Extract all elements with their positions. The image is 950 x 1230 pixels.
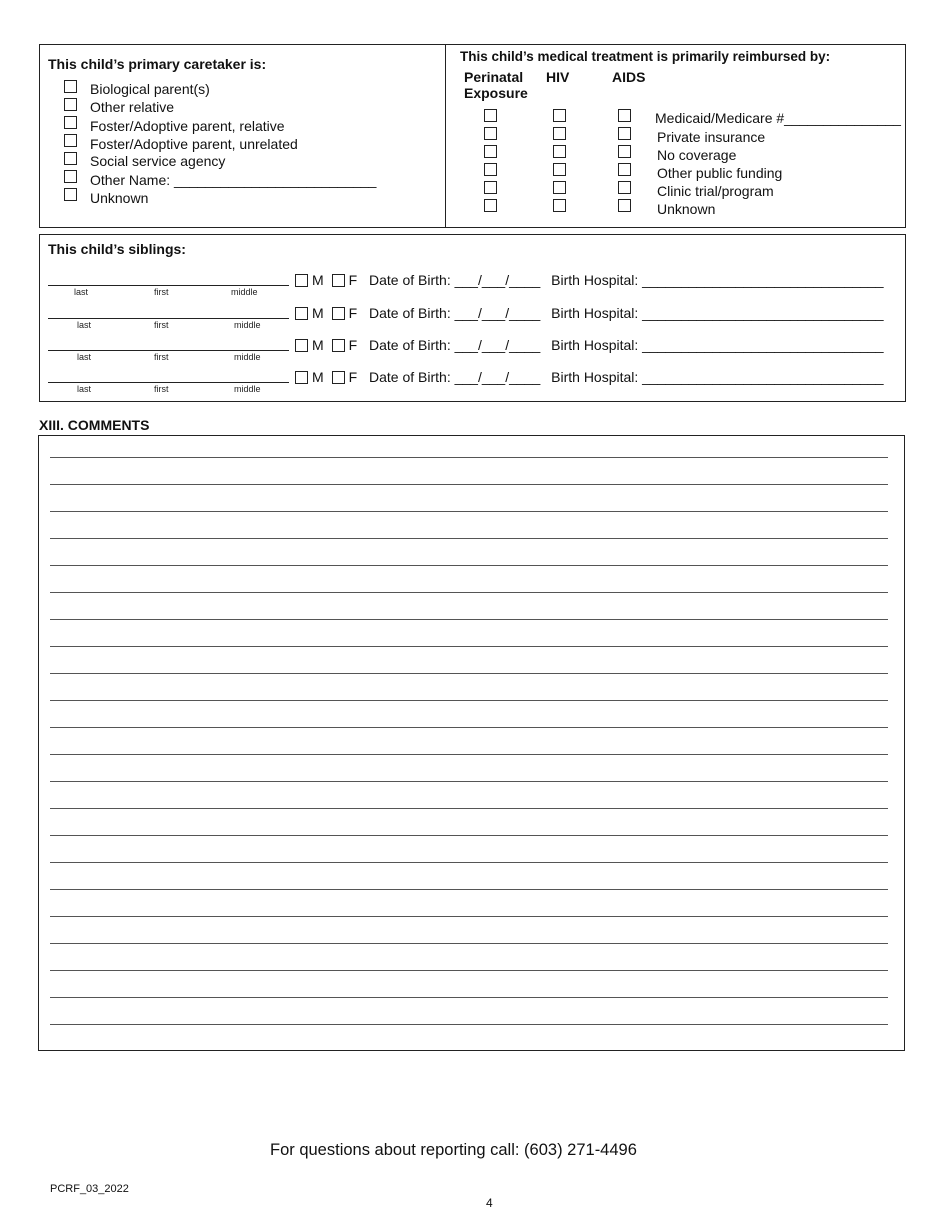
comment-line[interactable] [50, 727, 888, 728]
sex-male-label: M [312, 272, 324, 288]
caretaker-checkbox-foster-unrelated[interactable] [64, 134, 77, 147]
reimbursement-title: This child’s medical treatment is primarily reimbursed by: [460, 49, 831, 64]
sibling-name-field[interactable] [48, 318, 289, 319]
comment-line[interactable] [50, 754, 888, 755]
aids-checkbox-medicaid[interactable] [618, 109, 631, 122]
perinatal-checkbox-unknown[interactable] [484, 199, 497, 212]
comment-line[interactable] [50, 943, 888, 944]
page-number: 4 [486, 1196, 493, 1210]
comment-line[interactable] [50, 484, 888, 485]
sibling-name-field[interactable] [48, 382, 289, 383]
name-label-last: last [77, 352, 92, 362]
comment-line[interactable] [50, 1024, 888, 1025]
comments-title: XIII. COMMENTS [39, 417, 150, 433]
hiv-checkbox-medicaid[interactable] [553, 109, 566, 122]
caretaker-checkbox-social-service[interactable] [64, 152, 77, 165]
hiv-checkbox-public[interactable] [553, 163, 566, 176]
sibling-details-row [295, 305, 884, 321]
caretaker-checkbox-other-relative[interactable] [64, 98, 77, 111]
sibling-name-field[interactable] [48, 350, 289, 351]
caretaker-option-other-relative: Other relative [90, 99, 175, 115]
aids-checkbox-private[interactable] [618, 127, 631, 140]
sibling-details-row [295, 272, 884, 288]
name-label-first: first [154, 320, 169, 330]
aids-checkbox-clinic[interactable] [618, 181, 631, 194]
comment-line[interactable] [50, 619, 888, 620]
sex-female-checkbox[interactable] [332, 371, 345, 384]
sex-female-checkbox[interactable] [332, 339, 345, 352]
reimbursement-option-unknown: Unknown [657, 201, 716, 217]
date-of-birth-field[interactable]: Date of Birth: ___/___/____ [369, 369, 541, 385]
comment-line[interactable] [50, 700, 888, 701]
reimbursement-option-no-coverage: No coverage [657, 147, 737, 163]
comment-line[interactable] [50, 808, 888, 809]
caretaker-option-foster-unrelated: Foster/Adoptive parent, unrelated [90, 136, 298, 152]
column-header-exposure: Exposure [464, 85, 528, 101]
birth-hospital-field[interactable]: Birth Hospital: _______________________________ [551, 337, 884, 353]
comment-line[interactable] [50, 565, 888, 566]
sex-female-checkbox[interactable] [332, 274, 345, 287]
reporting-contact: For questions about reporting call: (603) 271-4496 [270, 1141, 637, 1159]
comment-line[interactable] [50, 889, 888, 890]
perinatal-checkbox-no-coverage[interactable] [484, 145, 497, 158]
sibling-details-row [295, 369, 884, 385]
column-header-perinatal: Perinatal [464, 69, 524, 85]
birth-hospital-field[interactable]: Birth Hospital: _______________________________ [551, 272, 884, 288]
name-label-last: last [74, 287, 89, 297]
aids-checkbox-public[interactable] [618, 163, 631, 176]
caretaker-option-other-name[interactable]: Other Name: __________________________ [90, 172, 377, 188]
name-label-first: first [154, 287, 169, 297]
comment-line[interactable] [50, 511, 888, 512]
perinatal-checkbox-private[interactable] [484, 127, 497, 140]
comment-line[interactable] [50, 970, 888, 971]
comment-line[interactable] [50, 538, 888, 539]
perinatal-checkbox-public[interactable] [484, 163, 497, 176]
comment-line[interactable] [50, 673, 888, 674]
name-label-middle: middle [231, 287, 258, 297]
name-label-first: first [154, 384, 169, 394]
comment-line[interactable] [50, 835, 888, 836]
reimbursement-option-public: Other public funding [657, 165, 783, 181]
hiv-checkbox-no-coverage[interactable] [553, 145, 566, 158]
name-label-middle: middle [234, 352, 261, 362]
caretaker-checkbox-foster-relative[interactable] [64, 116, 77, 129]
name-label-last: last [77, 384, 92, 394]
sex-male-checkbox[interactable] [295, 339, 308, 352]
comment-line[interactable] [50, 862, 888, 863]
comments-box[interactable] [38, 435, 905, 1051]
name-label-first: first [154, 352, 169, 362]
aids-checkbox-no-coverage[interactable] [618, 145, 631, 158]
reimbursement-option-private: Private insurance [657, 129, 766, 145]
sex-male-checkbox[interactable] [295, 307, 308, 320]
birth-hospital-field[interactable]: Birth Hospital: _______________________________ [551, 305, 884, 321]
sex-male-label: M [312, 305, 324, 321]
hiv-checkbox-clinic[interactable] [553, 181, 566, 194]
reimbursement-option-clinic: Clinic trial/program [657, 183, 774, 199]
column-header-hiv: HIV [546, 69, 570, 85]
reimbursement-option-medicaid[interactable]: Medicaid/Medicare #_______________ [655, 110, 901, 126]
caretaker-checkbox-other[interactable] [64, 170, 77, 183]
birth-hospital-field[interactable]: Birth Hospital: _______________________________ [551, 369, 884, 385]
name-label-middle: middle [234, 384, 261, 394]
sex-female-label: F [348, 337, 358, 353]
name-label-middle: middle [234, 320, 261, 330]
comment-line[interactable] [50, 916, 888, 917]
sibling-name-field[interactable] [48, 285, 289, 286]
siblings-title: This child’s siblings: [48, 241, 186, 257]
caretaker-option-unknown: Unknown [90, 190, 149, 206]
perinatal-checkbox-medicaid[interactable] [484, 109, 497, 122]
sex-male-checkbox[interactable] [295, 274, 308, 287]
date-of-birth-field[interactable]: Date of Birth: ___/___/____ [369, 305, 541, 321]
perinatal-checkbox-clinic[interactable] [484, 181, 497, 194]
sex-male-checkbox[interactable] [295, 371, 308, 384]
date-of-birth-field[interactable]: Date of Birth: ___/___/____ [369, 272, 541, 288]
sex-female-label: F [348, 369, 358, 385]
sex-female-label: F [348, 305, 358, 321]
caretaker-option-biological: Biological parent(s) [90, 81, 210, 97]
sex-female-label: F [348, 272, 358, 288]
date-of-birth-field[interactable]: Date of Birth: ___/___/____ [369, 337, 541, 353]
caretaker-option-foster-relative: Foster/Adoptive parent, relative [90, 118, 285, 134]
sibling-details-row [295, 337, 884, 353]
form-id: PCRF_03_2022 [50, 1183, 129, 1195]
caretaker-title: This child’s primary caretaker is: [48, 56, 267, 72]
hiv-checkbox-unknown[interactable] [553, 199, 566, 212]
comment-line[interactable] [50, 997, 888, 998]
column-header-aids: AIDS [612, 69, 646, 85]
sex-male-label: M [312, 337, 324, 353]
sex-male-label: M [312, 369, 324, 385]
comment-line[interactable] [50, 646, 888, 647]
caretaker-checkbox-unknown[interactable] [64, 188, 77, 201]
caretaker-checkbox-biological[interactable] [64, 80, 77, 93]
comment-line[interactable] [50, 457, 888, 458]
aids-checkbox-unknown[interactable] [618, 199, 631, 212]
caretaker-option-social-service: Social service agency [90, 153, 226, 169]
comment-line[interactable] [50, 781, 888, 782]
comment-line[interactable] [50, 592, 888, 593]
name-label-last: last [77, 320, 92, 330]
hiv-checkbox-private[interactable] [553, 127, 566, 140]
sex-female-checkbox[interactable] [332, 307, 345, 320]
